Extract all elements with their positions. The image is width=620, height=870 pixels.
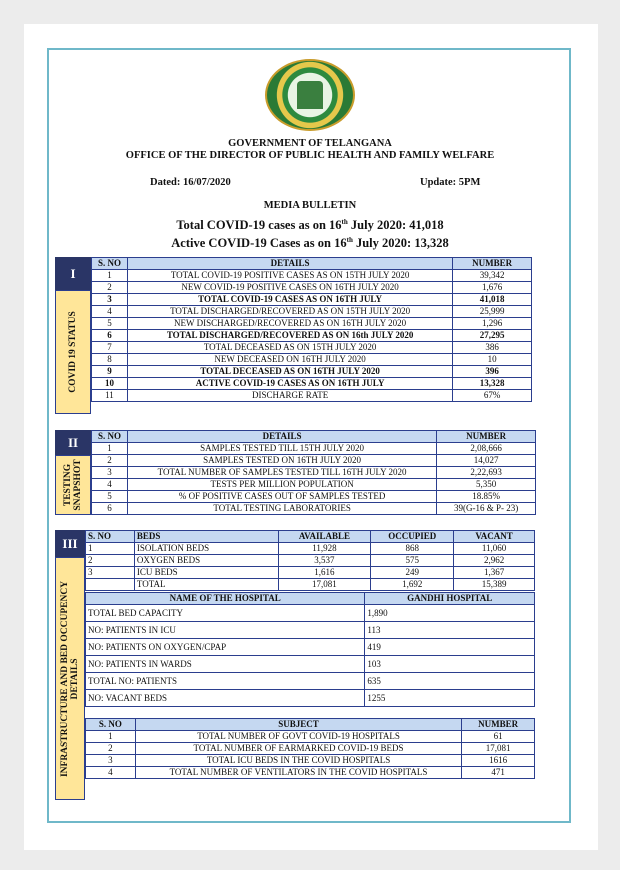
- table-row: [92, 491, 536, 503]
- col-details: DETAILS: [127, 258, 452, 270]
- col-sno: S. NO: [92, 258, 128, 270]
- cell-number: 1,676: [453, 282, 532, 294]
- table-row: [86, 656, 535, 673]
- cell-details: TOTAL DISCHARGED/RECOVERED AS ON 15TH JULY 2020: [127, 306, 452, 318]
- cell-number: 5,350: [437, 479, 536, 491]
- cell-details: TESTS PER MILLION POPULATION: [127, 479, 436, 491]
- table-row: [92, 366, 532, 378]
- section-1-side-label: COVID 19 STATUS: [55, 290, 91, 414]
- section-2-badge: II: [55, 430, 91, 455]
- cell-number: 471: [462, 767, 535, 779]
- cell-number: 1616: [462, 755, 535, 767]
- table-row: [92, 455, 536, 467]
- cell-no: 6: [92, 503, 128, 515]
- telangana-government-seal: [265, 59, 355, 131]
- cell-vacant: 1,367: [454, 567, 535, 579]
- cell-details: DISCHARGE RATE: [127, 390, 452, 402]
- cell-number: 39,342: [453, 270, 532, 282]
- cell-number: 396: [453, 366, 532, 378]
- cell-details: TOTAL DISCHARGED/RECOVERED AS ON 16th JULY 2020: [127, 330, 452, 342]
- gandhi-hospital-table: [85, 592, 535, 707]
- cell-no: 9: [92, 366, 128, 378]
- table-row: [86, 622, 535, 639]
- update-time: Update: 5PM: [420, 177, 481, 188]
- section-3-badge: III: [55, 530, 85, 557]
- cell-beds: ISOLATION BEDS: [134, 543, 278, 555]
- table-row: [86, 690, 535, 707]
- table-row: [92, 270, 532, 282]
- subject-table: [85, 718, 535, 779]
- section-2-side-label: TESTING SNAPSHOT: [55, 455, 91, 515]
- cell-value: 1255: [365, 690, 535, 707]
- cell-no: 4: [92, 306, 128, 318]
- cell-number: 386: [453, 342, 532, 354]
- cell-no: 5: [92, 491, 128, 503]
- cell-no: 5: [92, 318, 128, 330]
- cell-no: 3: [92, 294, 128, 306]
- table-row: [92, 318, 532, 330]
- cell-no: 3: [92, 467, 128, 479]
- cell-number: 2,22,693: [437, 467, 536, 479]
- col-vacant: VACANT: [454, 531, 535, 543]
- table-row: [92, 306, 532, 318]
- col-number: NUMBER: [462, 719, 535, 731]
- cell-no: 2: [92, 455, 128, 467]
- cell-available: 3,537: [278, 555, 371, 567]
- cell-subject: TOTAL NUMBER OF VENTILATORS IN THE COVID HOSPITALS: [135, 767, 461, 779]
- cell-details: TOTAL NUMBER OF SAMPLES TESTED TILL 16TH JULY 2020: [127, 467, 436, 479]
- col-subject: SUBJECT: [135, 719, 461, 731]
- cell-no: [86, 579, 135, 591]
- col-sno: S. NO: [92, 431, 128, 443]
- cell-number: 17,081: [462, 743, 535, 755]
- cell-occupied: 868: [371, 543, 454, 555]
- cell-details: NEW DISCHARGED/RECOVERED AS ON 16TH JULY 2020: [127, 318, 452, 330]
- cell-beds: OXYGEN BEDS: [134, 555, 278, 567]
- cell-no: 2: [86, 743, 136, 755]
- col-number: NUMBER: [453, 258, 532, 270]
- cell-no: 11: [92, 390, 128, 402]
- table-row: [92, 479, 536, 491]
- cell-vacant: 2,962: [454, 555, 535, 567]
- cell-no: 1: [86, 731, 136, 743]
- cell-no: 3: [86, 567, 135, 579]
- cell-available: 11,928: [278, 543, 371, 555]
- cell-number: 27,295: [453, 330, 532, 342]
- cell-number: 25,999: [453, 306, 532, 318]
- table-row: [86, 555, 535, 567]
- table-row: [92, 390, 532, 402]
- cell-label: TOTAL BED CAPACITY: [86, 605, 365, 622]
- table-row: [86, 743, 535, 755]
- cell-details: TOTAL DECEASED AS ON 15TH JULY 2020: [127, 342, 452, 354]
- cell-details: % OF POSITIVE CASES OUT OF SAMPLES TESTED: [127, 491, 436, 503]
- cell-occupied: 575: [371, 555, 454, 567]
- testing-snapshot-table: [91, 430, 536, 515]
- cell-no: 2: [86, 555, 135, 567]
- cell-number: 61: [462, 731, 535, 743]
- cell-subject: TOTAL NUMBER OF EARMARKED COVID-19 BEDS: [135, 743, 461, 755]
- table-row: [92, 294, 532, 306]
- table-row: [92, 354, 532, 366]
- table-row: [86, 673, 535, 690]
- table-row: [92, 282, 532, 294]
- cell-number: 10: [453, 354, 532, 366]
- cell-details: TOTAL TESTING LABORATORIES: [127, 503, 436, 515]
- table-row: [92, 443, 536, 455]
- cell-available: 17,081: [278, 579, 371, 591]
- col-number: NUMBER: [437, 431, 536, 443]
- col-sno: S. NO: [86, 719, 136, 731]
- table-row: [86, 639, 535, 656]
- col-occupied: OCCUPIED: [371, 531, 454, 543]
- active-cases-headline: Active COVID-19 Cases as on 16th July 2020: 13,328: [171, 236, 449, 251]
- cell-label: TOTAL NO: PATIENTS: [86, 673, 365, 690]
- cell-details: NEW COVID-19 POSITIVE CASES ON 16TH JULY 2020: [127, 282, 452, 294]
- cell-no: 1: [86, 543, 135, 555]
- table-row: [92, 342, 532, 354]
- col-sno: S. NO: [86, 531, 135, 543]
- section-3-side-label: INFRASTRUCTURE AND BED OCCUPENCY DETAILS: [55, 557, 85, 800]
- col-hospital-name: NAME OF THE HOSPITAL: [86, 593, 365, 605]
- cell-no: 7: [92, 342, 128, 354]
- table-row: [92, 467, 536, 479]
- cell-details: TOTAL DECEASED AS ON 16TH JULY 2020: [127, 366, 452, 378]
- media-bulletin-title: MEDIA BULLETIN: [263, 200, 357, 211]
- cell-details: SAMPLES TESTED TILL 15TH JULY 2020: [127, 443, 436, 455]
- covid-status-table: [91, 257, 532, 402]
- cell-no: 10: [92, 378, 128, 390]
- table-row: [86, 605, 535, 622]
- cell-number: 39(G-16 & P- 23): [437, 503, 536, 515]
- cell-number: 67%: [453, 390, 532, 402]
- dated-text: Dated: 16/07/2020: [150, 177, 231, 188]
- total-cases-headline: Total COVID-19 cases as on 16th July 2020: 41,018: [176, 218, 444, 233]
- beds-table: [85, 530, 535, 591]
- cell-beds: TOTAL: [134, 579, 278, 591]
- cell-no: 2: [92, 282, 128, 294]
- table-row: [86, 579, 535, 591]
- col-details: DETAILS: [127, 431, 436, 443]
- cell-label: NO: PATIENTS IN ICU: [86, 622, 365, 639]
- cell-number: 18.85%: [437, 491, 536, 503]
- cell-subject: TOTAL ICU BEDS IN THE COVID HOSPITALS: [135, 755, 461, 767]
- cell-label: NO: PATIENTS ON OXYGEN/CPAP: [86, 639, 365, 656]
- cell-number: 14,027: [437, 455, 536, 467]
- cell-no: 4: [92, 479, 128, 491]
- cell-number: 13,328: [453, 378, 532, 390]
- cell-no: 6: [92, 330, 128, 342]
- cell-value: 103: [365, 656, 535, 673]
- table-row: [86, 767, 535, 779]
- cell-vacant: 15,389: [454, 579, 535, 591]
- section-1-badge: I: [55, 257, 91, 290]
- cell-number: 1,296: [453, 318, 532, 330]
- cell-vacant: 11,060: [454, 543, 535, 555]
- cell-occupied: 1,692: [371, 579, 454, 591]
- cell-value: 1,890: [365, 605, 535, 622]
- cell-details: TOTAL COVID-19 POSITIVE CASES AS ON 15TH JULY 2020: [127, 270, 452, 282]
- table-row: [92, 330, 532, 342]
- table-row: [86, 543, 535, 555]
- cell-occupied: 249: [371, 567, 454, 579]
- cell-no: 8: [92, 354, 128, 366]
- cell-no: 3: [86, 755, 136, 767]
- office-title: OFFICE OF THE DIRECTOR OF PUBLIC HEALTH AND FAMILY WELFARE: [125, 150, 495, 161]
- cell-number: 41,018: [453, 294, 532, 306]
- cell-value: 635: [365, 673, 535, 690]
- cell-value: 419: [365, 639, 535, 656]
- government-title: GOVERNMENT OF TELANGANA: [228, 138, 392, 149]
- table-row: [92, 378, 532, 390]
- cell-label: NO: PATIENTS IN WARDS: [86, 656, 365, 673]
- cell-available: 1,616: [278, 567, 371, 579]
- cell-details: NEW DECEASED ON 16TH JULY 2020: [127, 354, 452, 366]
- cell-no: 1: [92, 443, 128, 455]
- table-row: [86, 567, 535, 579]
- cell-beds: ICU BEDS: [134, 567, 278, 579]
- col-beds: BEDS: [134, 531, 278, 543]
- col-gandhi-hospital: GANDHI HOSPITAL: [365, 593, 535, 605]
- cell-no: 1: [92, 270, 128, 282]
- cell-value: 113: [365, 622, 535, 639]
- cell-no: 4: [86, 767, 136, 779]
- cell-number: 2,08,666: [437, 443, 536, 455]
- cell-details: SAMPLES TESTED ON 16TH JULY 2020: [127, 455, 436, 467]
- cell-subject: TOTAL NUMBER OF GOVT COVID-19 HOSPITALS: [135, 731, 461, 743]
- table-row: [86, 731, 535, 743]
- cell-details: TOTAL COVID-19 CASES AS ON 16TH JULY: [127, 294, 452, 306]
- table-row: [92, 503, 536, 515]
- table-row: [86, 755, 535, 767]
- cell-details: ACTIVE COVID-19 CASES AS ON 16TH JULY: [127, 378, 452, 390]
- col-available: AVAILABLE: [278, 531, 371, 543]
- cell-label: NO: VACANT BEDS: [86, 690, 365, 707]
